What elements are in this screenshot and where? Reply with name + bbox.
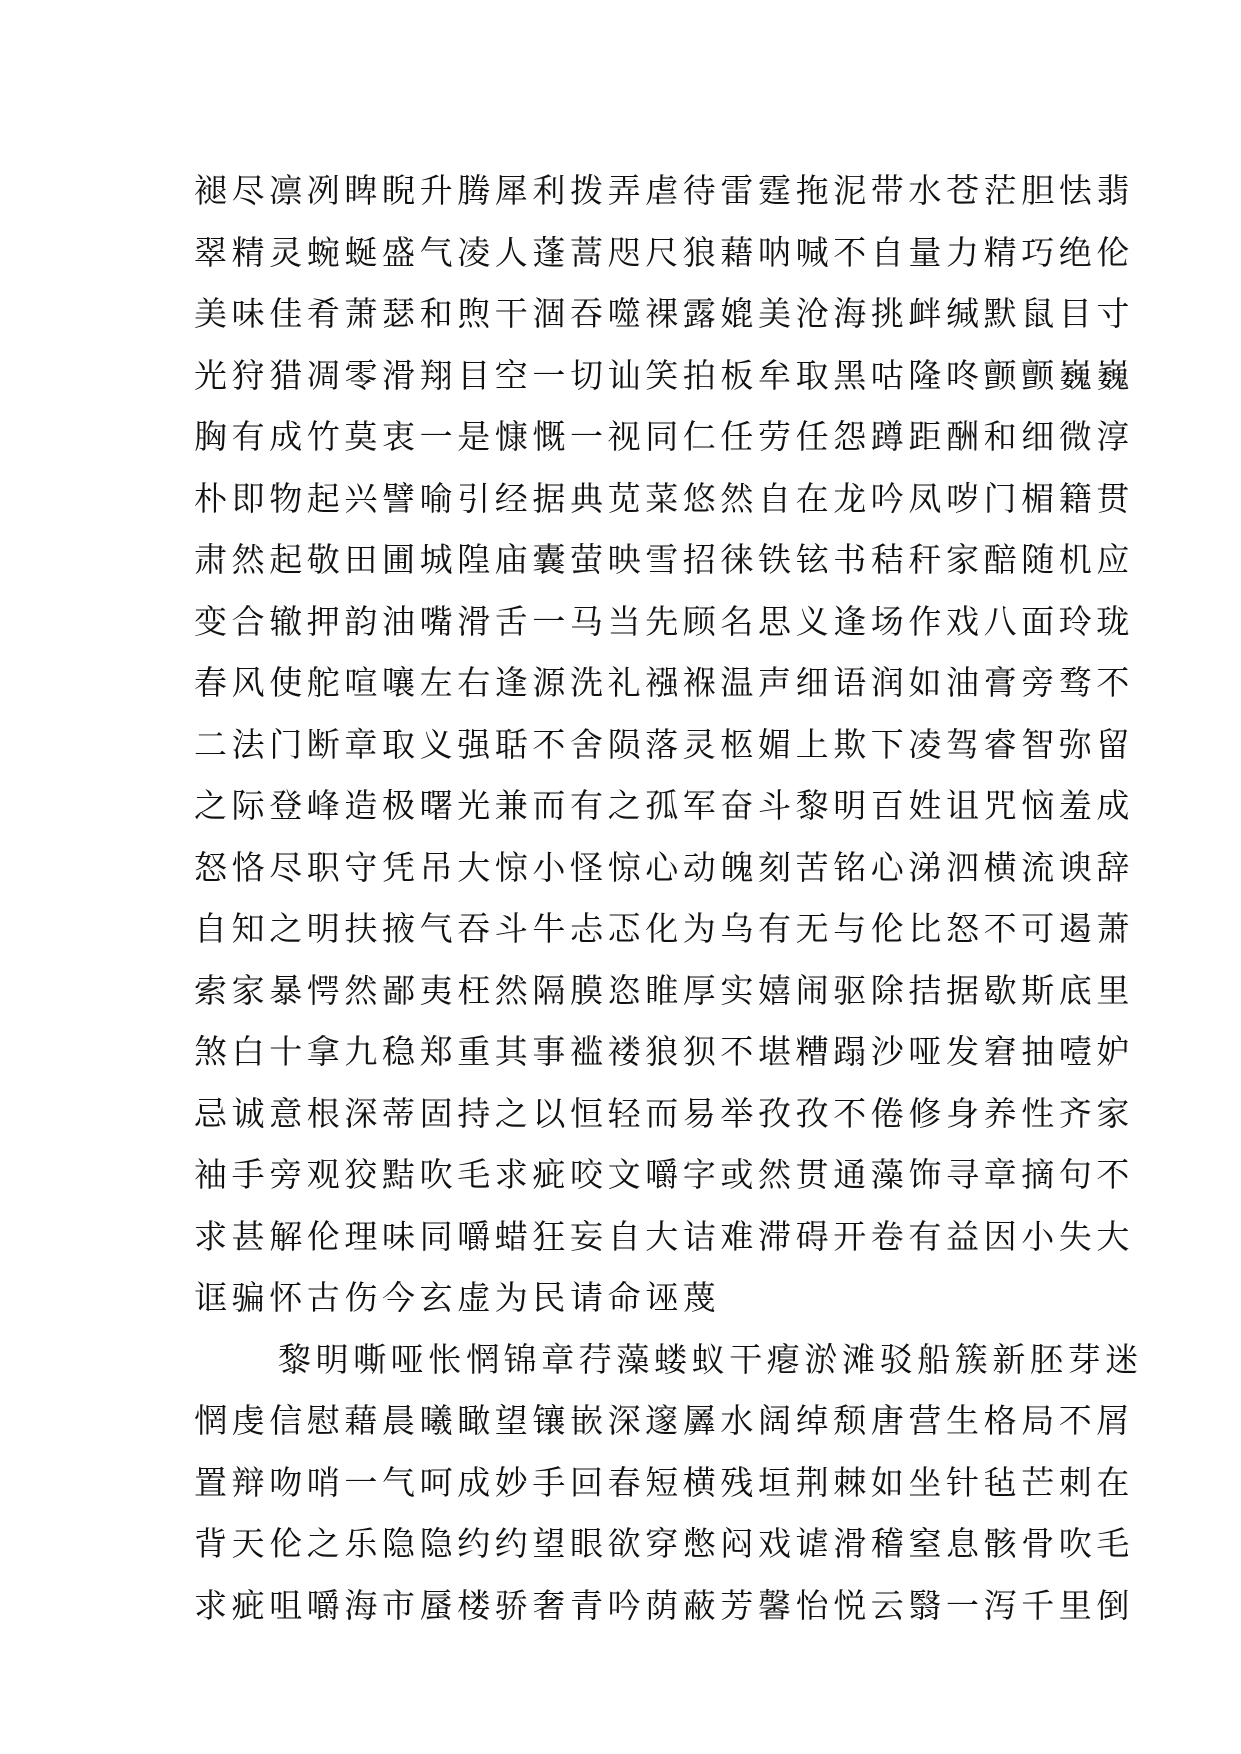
paragraph-1	[194, 160, 1134, 1329]
text-line: 美味佳肴萧瑟和煦干涸吞噬裸露媲美沧海挑衅缄默鼠目寸	[194, 294, 1134, 333]
text-line: 惘虔信慰藉晨曦瞰望镶嵌深邃羼水阔绰颓唐营生格局不屑	[194, 1401, 1134, 1440]
body-text	[194, 160, 1143, 1636]
text-line: 变合辙押韵油嘴滑舌一马当先顾名思义逢场作戏八面玲珑	[194, 601, 1134, 641]
text-line: 怒恪尽职守凭吊大惊小怪惊心动魄刻苦铭心涕泗横流谀辞	[194, 847, 1134, 887]
text-line: 背天伦之乐隐隐约约望眼欲穿憋闷戏谑滑稽窒息骸骨吹毛	[194, 1524, 1134, 1563]
text-line: 春风使舵喧嚷左右逢源洗礼襁褓温声细语润如油膏旁骛不	[194, 663, 1134, 702]
text-line: 求甚解伦理味同嚼蜡狂妄自大诘难滞碍开卷有益因小失大	[194, 1216, 1134, 1256]
text-line: 胸有成竹莫衷一是慷慨一视同仁任劳任怨蹲距酬和细微淳	[194, 417, 1134, 456]
text-line-indented: 黎明嘶哑怅惘锦章荇藻蝼蚁干瘪淤滩驳船簇新胚芽迷	[278, 1339, 1143, 1379]
text-line: 煞白十拿九稳郑重其事褴褛狼狈不堪糟蹋沙哑发窘抽噎妒	[194, 1032, 1134, 1071]
text-line: 朴即物起兴譬喻引经据典苋菜悠然自在龙吟凤哕门楣籍贯	[194, 478, 1134, 518]
text-line: 二法门断章取义强聒不舍陨落灵柩媚上欺下凌驾睿智弥留	[194, 724, 1134, 764]
text-line: 褪尽凛冽睥睨升腾犀利拨弄虐待雷霆拖泥带水苍茫胆怯翡	[194, 171, 1134, 210]
text-line: 诓骗怀古伤今玄虚为民请命诬蔑	[194, 1278, 721, 1317]
text-line: 光狩猎凋零滑翔目空一切讪笑拍板牟取黑咕隆咚颤颤巍巍	[194, 355, 1134, 395]
text-line: 自知之明扶掖气吞斗牛忐忑化为乌有无与伦比怒不可遏萧	[194, 909, 1134, 948]
text-line: 之际登峰造极曙光兼而有之孤军奋斗黎明百姓诅咒恼羞成	[194, 786, 1134, 825]
text-line: 索家暴愕然鄙夷枉然隔膜恣睢厚实嬉闹驱除拮据歇斯底里	[194, 970, 1134, 1010]
text-line: 忌诚意根深蒂固持之以恒轻而易举孜孜不倦修身养性齐家	[194, 1093, 1134, 1133]
text-line: 求疵咀嚼海市蜃楼骄奢青吟荫蔽芳馨怡悦云翳一泻千里倒	[194, 1585, 1134, 1625]
text-line: 置辩吻哨一气呵成妙手回春短横残垣荆棘如坐针毡芒刺在	[194, 1462, 1134, 1502]
text-line: 肃然起敬田圃城隍庙囊萤映雪招徕铁铉书秸秆家醅随机应	[194, 540, 1134, 579]
paragraph-2	[194, 1329, 1143, 1637]
text-line: 袖手旁观狡黠吹毛求疵咬文嚼字或然贯通藻饰寻章摘句不	[194, 1155, 1134, 1194]
text-line: 翠精灵蜿蜒盛气凌人蓬蒿咫尺狼藉呐喊不自量力精巧绝伦	[194, 232, 1134, 272]
